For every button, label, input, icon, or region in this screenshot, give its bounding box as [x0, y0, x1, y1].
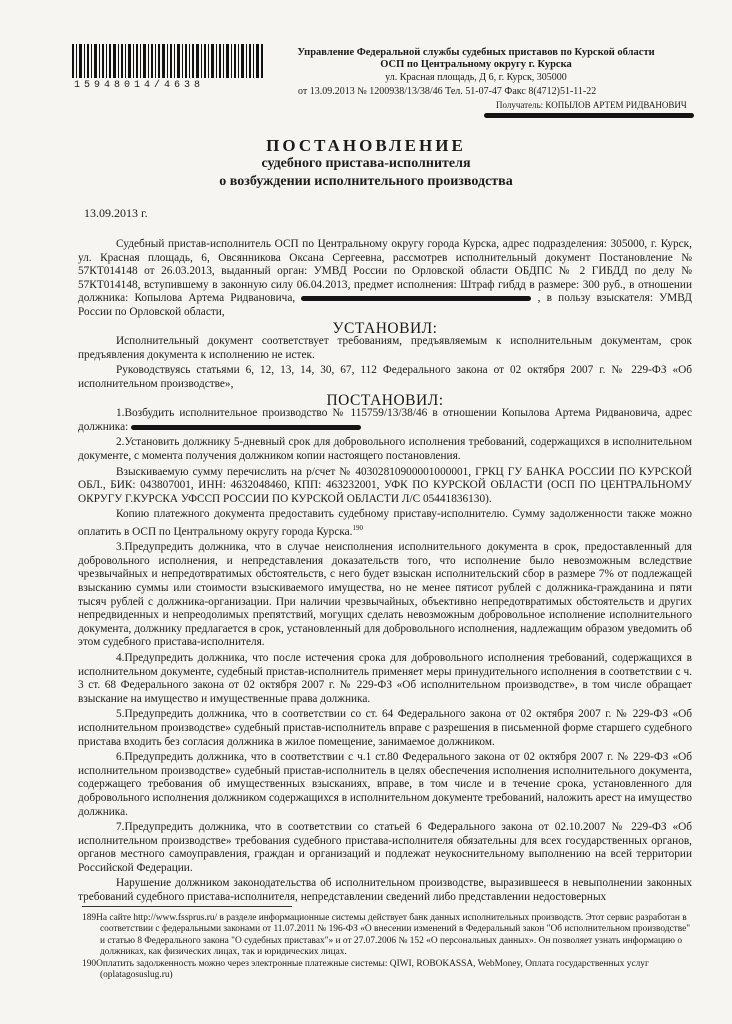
redaction-mark [484, 113, 694, 118]
section-heading-postanovil: ПОСТАНОВИЛ: [326, 391, 444, 409]
barcode-number: 15948014/4638 [74, 80, 205, 91]
ustanovil-paragraph-2: Руководствуясь статьями 6, 12, 13, 14, 30, 67, 112 Федерального закона от 02 октября 2007 г. № 229-ФЗ «Об исполнительном производстве», [78, 364, 692, 390]
item-1-text: 1.Возбудить исполнительное производство № 115759/13/38/46 в отношении Копылова Артема Ридвановича, адрес должника: [78, 407, 692, 433]
document-subject: о возбуждении исполнительного производства [219, 174, 513, 189]
item-7: 7.Предупредить должника, что в соответствии со статьей 6 Федерального закона от 02.10.2007 № 229-ФЗ «Об исполнительном производстве» требования судебного пристава-исполнителя обязательны для всех государственных органов, органов местного самоуправления, граждан и организаций и подлежат неукоснительному выполнению на всей территории Российской Федерации. [78, 821, 692, 874]
copy-note [78, 508, 692, 539]
footnotes [82, 913, 692, 983]
intro-text: Судебный пристав-исполнитель ОСП по Центральному округу города Курска, адрес подразделения: 305000, г. Курск, ул. Красная площадь, 6, Овсянникова Оксана Сергеевна, рассмотрев исполнительный документ Постановление № 57КТ014148 от 26.03.2013, выданный орган: УМВД России по Орловской области ОБДПС № 2 ГИБДД по делу № 57КТ014148, вступившему в законную силу 06.04.2013, предмет исполнения: Штраф гибдд в размере: 300 руб., в отношении должника: Копылова Артема Ридвановича, [78, 238, 692, 305]
item-4: 4.Предупредить должника, что после истечения срока для добровольного исполнения требований, содержащихся в исполнительном документе, судебный пристав-исполнитель применяет меры принудительного исполнения в соответствии с ч. 3 ст. 68 Федерального закона от 02 октября 2007 г. № 229-ФЗ «Об исполнительном производстве», в том числе обращает взыскание на имущество и имущественные права должника. [78, 651, 692, 705]
item-1 [78, 407, 692, 434]
intro-tail: , в пользу взыскателя: УМВД России по Орловской области, [78, 292, 693, 318]
barcode [72, 44, 264, 78]
item-3: 3.Предупредить должника, что в случае неисполнения исполнительного документа в срок, предоставленный для добровольного исполнения, и непредставления доказательств того, что исполнение было невозможным вследствие чрезвычайных и непредотвратимых обстоятельств, с него будет взыскан исполнительский сбор в размере 7% от подлежащей взысканию суммы или стоимости взыскиваемого имущества, но не менее пятисот рублей с должника-гражданина и пяти тысяч рублей с должника-организации. При наличии чрезвычайных, объективно непредотвратимых обстоятельств и других непредвиденных и непреодолимых препятствий, могущих сделать невозможным добровольное исполнение исполнительного документа, должнику предлагается в срок, установленный для добровольного исполнения, надлежащим образом уведомить об этом судебного пристава-исполнителя. [78, 541, 692, 649]
document-reference: от 13.09.2013 № 1200938/13/38/46 Тел. 51-07-47 Факс 8(4712)51-11-22 [298, 86, 597, 97]
department-name: ОСП по Центральному округу г. Курска [380, 59, 572, 70]
document-date: 13.09.2013 г. [84, 206, 148, 220]
item-5: 5.Предупредить должника, что в соответствии со ст. 64 Федерального закона от 02 октября 2007 г. № 229-ФЗ «Об исполнительном производстве» судебный пристав-исполнитель вправе с разрешения в письменной форме старшего судебного пристава входить без согласия должника в жилое помещение, занимаемое должником. [78, 708, 692, 748]
document-subtitle: судебного пристава-исполнителя [261, 156, 471, 171]
recipient: Получатель: КОПЫЛОВ АРТЕМ РИДВАНОВИЧ [496, 100, 687, 110]
closing-paragraph: Нарушение должником законодательства об исполнительном производстве, выразившееся в невыполнении законных требований судебного пристава-исполнителя, непредставлении сведений либо представлении недостоверных [78, 877, 692, 904]
redaction-mark [131, 425, 361, 430]
payment-details: Взыскиваемую сумму перечислить на р/счет № 40302810900001000001, ГРКЦ ГУ БАНКА РОССИИ ПО КУРСКОЙ ОБЛ., БИК: 043807001, ИНН: 4632048460, КПП: 463232001, УФК ПО КУРСКОЙ ОБЛАСТИ (ОСП ПО ЦЕНТРАЛЬНОМУ ОКРУГУ Г.КУРСКА УФССП РОССИИ ПО КУРСКОЙ ОБЛАСТИ Л/С 05441836130). [78, 465, 692, 505]
item-2: 2.Установить должнику 5-дневный срок для добровольного исполнения требований, содержащихся в исполнительном документе, с момента получения должником копии настоящего постановления. [78, 436, 692, 462]
intro-paragraph [78, 238, 692, 320]
ustanovil-paragraph-1: Исполнительный документ соответствует требованиям, предъявляемым к исполнительным документам, срок предъявления документа к исполнению не истек. [78, 335, 692, 361]
footnote-divider [82, 906, 292, 907]
copy-note-text: Копию платежного документа предоставить судебному приставу-исполнителю. Сумму задолженности также можно оплатить в ОСП по Центральному округу города Курска. [78, 508, 692, 538]
footnote-189: 189На сайте http://www.fssprus.ru/ в разделе информационные системы действует банк данных исполнительных производств. Этот сервис разработан в соответствии с федеральными законами от 11.07.2011 № 196-ФЗ «О внесении изменений в Федеральный закон "Об исполнительном производстве" и статью 8 Федерального закона "О судебных приставах"» и от 27.07.2006 № 152 «О персональных данных». Он позволяет узнать информацию о должниках, как физических лицах, так и юридических лицах. [82, 913, 691, 957]
document-title: ПОСТАНОВЛЕНИЕ [266, 136, 466, 155]
redaction-mark [301, 296, 531, 301]
section-heading-ustanovil: УСТАНОВИЛ: [332, 319, 438, 337]
footnote-ref: 190 [352, 523, 363, 532]
document-body [78, 238, 692, 907]
agency-name: Управление Федеральной службы судебных приставов по Курской области [297, 47, 655, 58]
department-address: ул. Красная площадь, Д 6, г. Курск, 305000 [385, 72, 567, 83]
footnote-190: 190Оплатить задолженность можно через электронные платежные системы: QIWI, ROBOKASSA, WebMoney, Оплата государственных услуг (oplatagosuslug.ru) [82, 959, 649, 981]
item-6: 6.Предупредить должника, что в соответствии с ч.1 ст.80 Федерального закона от 02 октября 2007 г. № 229-ФЗ «Об исполнительном производстве» судебный пристав-исполнитель в целях обеспечения исполнения исполнительного документа, содержащего требования об имущественных взысканиях, вправе, в том числе и в течение срока, установленного для добровольного исполнения должником содержащихся в исполнительном документе требований, наложить арест на имущество должника. [78, 751, 692, 818]
